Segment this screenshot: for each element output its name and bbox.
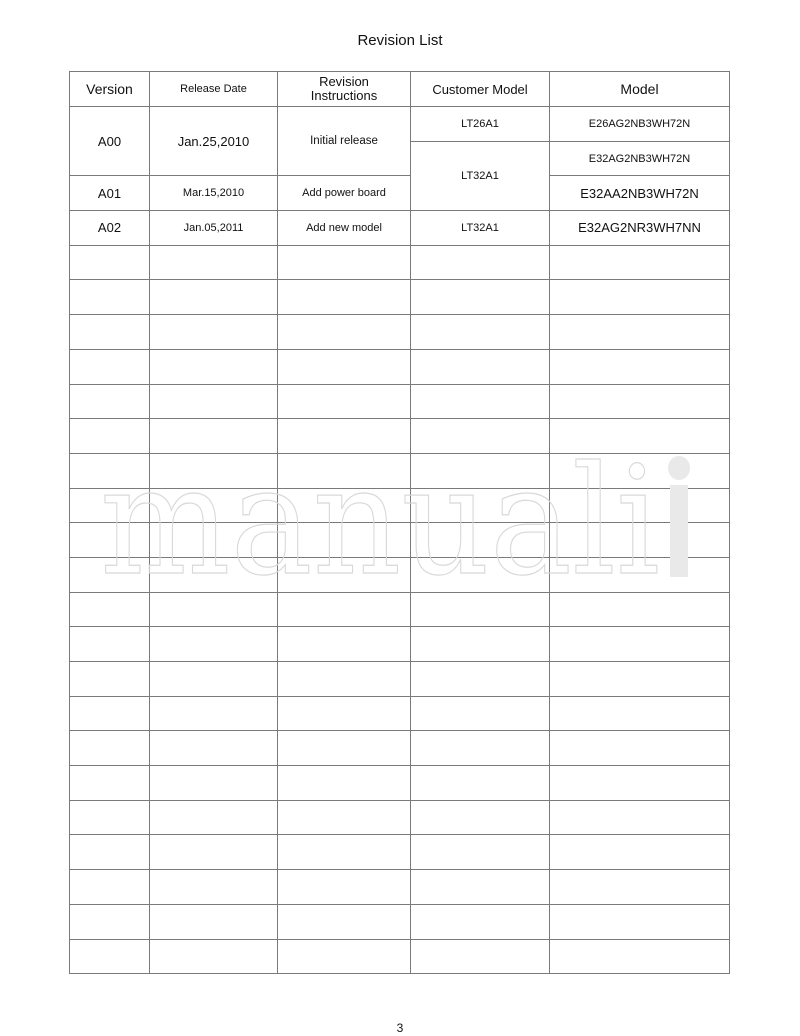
table-row-a01: [70, 176, 730, 211]
empty-cell: [70, 939, 150, 974]
empty-cell: [278, 384, 411, 419]
empty-cell: [150, 349, 278, 384]
table-row-a00: [70, 107, 730, 142]
empty-cell: [150, 523, 278, 558]
empty-cell: [70, 453, 150, 488]
empty-cell: [150, 488, 278, 523]
empty-cell: [411, 662, 550, 697]
empty-cell: [278, 523, 411, 558]
cell-release-date: Jan.25,2010: [150, 107, 278, 176]
empty-cell: [70, 662, 150, 697]
empty-cell: [550, 557, 730, 592]
empty-cell: [278, 731, 411, 766]
empty-cell: [278, 419, 411, 454]
empty-cell: [278, 904, 411, 939]
header-revision-instructions: [278, 72, 411, 107]
empty-cell: [70, 384, 150, 419]
empty-cell: [550, 766, 730, 801]
empty-cell: [150, 731, 278, 766]
empty-cell: [411, 349, 550, 384]
page-number: 3: [396, 1021, 404, 1035]
cell-revision-instructions: Add new model: [278, 211, 411, 246]
table-row-empty: [70, 280, 730, 315]
cell-release-date: Mar.15,2010: [150, 176, 278, 211]
empty-cell: [150, 557, 278, 592]
table-row-empty: [70, 800, 730, 835]
empty-cell: [70, 627, 150, 662]
empty-cell: [278, 939, 411, 974]
empty-cell: [411, 731, 550, 766]
table-row-empty: [70, 939, 730, 974]
empty-cell: [70, 870, 150, 905]
empty-cell: [150, 592, 278, 627]
empty-cell: [411, 766, 550, 801]
table-row-empty: [70, 835, 730, 870]
table-row-empty: [70, 245, 730, 280]
empty-cell: [411, 592, 550, 627]
empty-cell: [150, 419, 278, 454]
empty-cell: [411, 488, 550, 523]
cell-revision-instructions: Add power board: [278, 176, 411, 211]
empty-cell: [150, 904, 278, 939]
table-row-empty: [70, 419, 730, 454]
table-row-empty: [70, 696, 730, 731]
empty-cell: [150, 453, 278, 488]
empty-cell: [70, 280, 150, 315]
empty-cell: [411, 557, 550, 592]
table-row-empty: [70, 662, 730, 697]
empty-cell: [411, 280, 550, 315]
empty-cell: [550, 384, 730, 419]
empty-cell: [550, 419, 730, 454]
empty-cell: [550, 245, 730, 280]
empty-cell: [411, 800, 550, 835]
empty-cell: [278, 557, 411, 592]
empty-cell: [411, 384, 550, 419]
table-row-empty: [70, 453, 730, 488]
empty-cell: [550, 523, 730, 558]
empty-cell: [150, 766, 278, 801]
cell-customer-model: LT26A1: [411, 107, 550, 142]
header-release-date: Release Date: [150, 72, 278, 107]
table-row-empty: [70, 349, 730, 384]
cell-release-date: Jan.05,2011: [150, 211, 278, 246]
cell-model: E32AA2NB3WH72N: [550, 176, 730, 211]
empty-cell: [70, 419, 150, 454]
empty-cell: [411, 696, 550, 731]
empty-cell: [550, 453, 730, 488]
page-title: Revision List: [357, 32, 443, 49]
empty-cell: [70, 696, 150, 731]
cell-version: A01: [70, 176, 150, 211]
empty-cell: [150, 315, 278, 350]
revision-table: [69, 71, 730, 974]
table-row-empty: [70, 870, 730, 905]
table-row-empty: [70, 904, 730, 939]
empty-cell: [150, 870, 278, 905]
empty-cell: [150, 662, 278, 697]
empty-cell: [550, 800, 730, 835]
table-row-empty: [70, 592, 730, 627]
empty-cell: [550, 870, 730, 905]
header-row: [70, 72, 730, 107]
empty-cell: [150, 245, 278, 280]
table-row-a02: [70, 211, 730, 246]
empty-cell: [278, 453, 411, 488]
empty-cell: [278, 592, 411, 627]
empty-cell: [550, 592, 730, 627]
cell-version: A00: [70, 107, 150, 176]
empty-cell: [550, 696, 730, 731]
table-row-empty: [70, 627, 730, 662]
empty-cell: [70, 800, 150, 835]
cell-customer-model: LT32A1: [411, 141, 550, 210]
empty-cell: [550, 488, 730, 523]
table-row-empty: [70, 384, 730, 419]
header-version: Version: [70, 72, 150, 107]
empty-cell: [550, 904, 730, 939]
header-model: Model: [550, 72, 730, 107]
empty-cell: [278, 280, 411, 315]
empty-cell: [411, 870, 550, 905]
empty-cell: [278, 800, 411, 835]
cell-revision-instructions: Initial release: [278, 107, 411, 176]
empty-cell: [150, 939, 278, 974]
empty-cell: [278, 349, 411, 384]
empty-cell: [550, 349, 730, 384]
header-customer-model: Customer Model: [411, 72, 550, 107]
empty-cell: [411, 904, 550, 939]
empty-cell: [70, 315, 150, 350]
empty-cell: [278, 488, 411, 523]
watermark-text: manuali: [100, 455, 660, 580]
empty-cell: [70, 245, 150, 280]
empty-cell: [278, 245, 411, 280]
cell-model: E32AG2NR3WH7NN: [550, 211, 730, 246]
empty-cell: [550, 835, 730, 870]
empty-cell: [70, 523, 150, 558]
empty-cell: [411, 315, 550, 350]
table-row-empty: [70, 523, 730, 558]
cell-model: E32AG2NB3WH72N: [550, 141, 730, 176]
empty-cell: [550, 939, 730, 974]
empty-cell: [411, 245, 550, 280]
empty-cell: [278, 870, 411, 905]
empty-cell: [411, 523, 550, 558]
empty-cell: [70, 488, 150, 523]
empty-cell: [550, 662, 730, 697]
empty-cell: [150, 627, 278, 662]
table-row-empty: [70, 731, 730, 766]
empty-cell: [278, 835, 411, 870]
cell-version: A02: [70, 211, 150, 246]
empty-cell: [70, 731, 150, 766]
empty-cell: [70, 904, 150, 939]
empty-cell: [278, 662, 411, 697]
empty-cell: [70, 835, 150, 870]
cell-customer-model: LT32A1: [411, 211, 550, 246]
empty-cell: [550, 280, 730, 315]
empty-cell: [411, 453, 550, 488]
empty-cell: [411, 627, 550, 662]
empty-cell: [278, 315, 411, 350]
table-row-empty: [70, 315, 730, 350]
empty-cell: [70, 592, 150, 627]
empty-cell: [70, 766, 150, 801]
empty-cell: [278, 627, 411, 662]
cell-model: E26AG2NB3WH72N: [550, 107, 730, 142]
empty-cell: [150, 696, 278, 731]
empty-cell: [550, 731, 730, 766]
empty-cell: [411, 419, 550, 454]
table-row-empty: [70, 488, 730, 523]
empty-cell: [70, 349, 150, 384]
empty-cell: [70, 557, 150, 592]
table-row-empty: [70, 766, 730, 801]
empty-cell: [550, 627, 730, 662]
header-revision-instructions-text: Revision Instructions: [310, 74, 378, 103]
table-row-empty: [70, 557, 730, 592]
empty-cell: [150, 384, 278, 419]
empty-cell: [150, 280, 278, 315]
empty-cell: [411, 835, 550, 870]
empty-cell: [278, 696, 411, 731]
empty-cell: [150, 835, 278, 870]
empty-cell: [278, 766, 411, 801]
empty-cell: [411, 939, 550, 974]
empty-cell: [550, 315, 730, 350]
empty-cell: [150, 800, 278, 835]
